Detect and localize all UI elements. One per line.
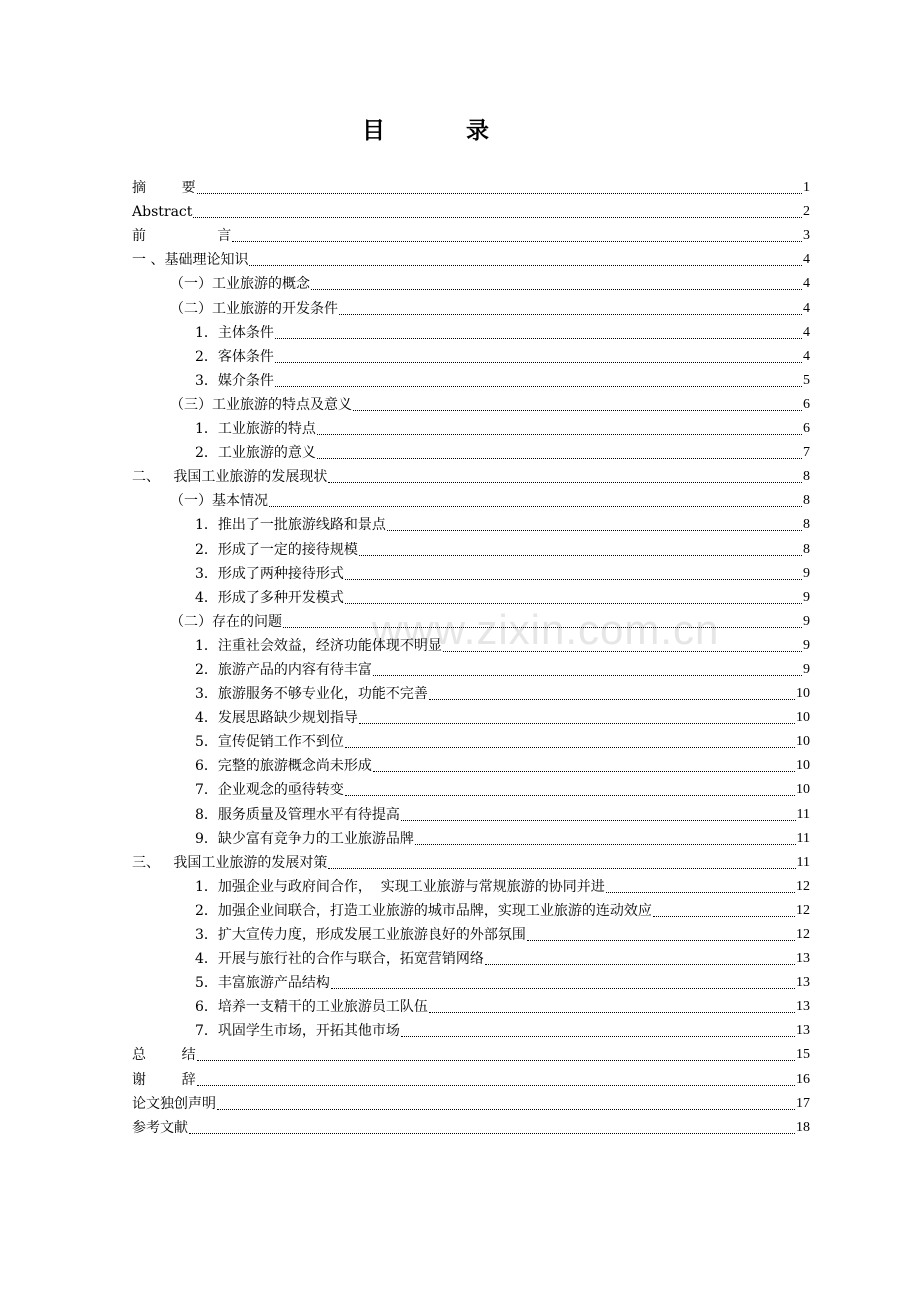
toc-entry[interactable]: [132, 366, 810, 390]
toc-entry-page: 15: [796, 1047, 810, 1063]
toc-entry-page: 11: [796, 830, 810, 846]
toc-leader-dots: [527, 939, 795, 941]
title-char-2: 录: [466, 117, 489, 144]
toc-entry[interactable]: [132, 751, 810, 775]
toc-entry[interactable]: [132, 269, 810, 293]
toc-entry[interactable]: [132, 872, 810, 896]
toc-entry[interactable]: [132, 1016, 810, 1040]
toc-entry-label: 摘 要: [132, 180, 196, 197]
toc-entry[interactable]: [132, 1040, 810, 1064]
toc-entry[interactable]: [132, 799, 810, 823]
toc-entry[interactable]: [132, 1064, 810, 1088]
toc-entry-label: 6．培养一支精干的工业旅游员工队伍: [195, 999, 428, 1016]
toc-leader-dots: [359, 554, 802, 556]
toc-entry-page: 10: [796, 686, 810, 702]
toc-entry-page: 5: [803, 372, 810, 388]
toc-entry-label: 谢 辞: [132, 1071, 196, 1088]
toc-entry[interactable]: [132, 342, 810, 366]
toc-entry-label: 2．旅游产品的内容有待丰富: [195, 661, 372, 678]
toc-entry[interactable]: [132, 896, 810, 920]
toc-leader-dots: [197, 1059, 795, 1061]
toc-entry[interactable]: [132, 559, 810, 583]
toc-entry-label: 总 结: [132, 1047, 196, 1064]
toc-entry-label: 4．开展与旅行社的合作与联合，拓宽营销网络: [195, 951, 484, 968]
toc-entry-page: 8: [803, 541, 810, 557]
toc-entry[interactable]: [132, 414, 810, 438]
toc-entry-page: 4: [803, 252, 810, 268]
toc-entry-page: 4: [803, 348, 810, 364]
toc-leader-dots: [328, 481, 802, 483]
toc-entry-label: 1．加强企业与政府间合作， 实现工业旅游与常规旅游的协同并进: [195, 878, 605, 895]
toc-entry-page: 8: [803, 469, 810, 485]
toc-entry[interactable]: [132, 824, 810, 848]
toc-entry-page: 13: [796, 999, 810, 1015]
toc-leader-dots: [217, 1108, 795, 1110]
toc-entry-page: 10: [796, 734, 810, 750]
toc-entry-page: 4: [803, 276, 810, 292]
toc-entry-label: 前 言: [132, 228, 232, 245]
toc-leader-dots: [339, 313, 802, 315]
toc-entry-label: 论文独创声明: [132, 1095, 216, 1112]
table-of-contents: [132, 173, 810, 1137]
toc-entry-label: 一 、基础理论知识: [132, 252, 249, 269]
toc-entry-label: 7．巩固学生市场，开拓其他市场: [195, 1023, 400, 1040]
toc-entry-page: 11: [796, 854, 810, 870]
toc-entry-page: 8: [803, 517, 810, 533]
toc-entry[interactable]: [132, 221, 810, 245]
toc-leader-dots: [317, 457, 802, 459]
toc-leader-dots: [485, 963, 795, 965]
toc-entry-page: 3: [803, 228, 810, 244]
toc-entry-label: 3．形成了两种接待形式: [195, 565, 344, 582]
toc-entry[interactable]: [132, 607, 810, 631]
toc-entry[interactable]: [132, 173, 810, 197]
toc-leader-dots: [193, 216, 802, 218]
toc-entry-page: 18: [796, 1119, 810, 1135]
toc-leader-dots: [401, 1035, 795, 1037]
toc-entry[interactable]: [132, 920, 810, 944]
toc-entry-label: （二）存在的问题: [170, 613, 282, 630]
toc-entry[interactable]: [132, 775, 810, 799]
toc-entry-page: 13: [796, 951, 810, 967]
toc-entry-label: Abstract: [132, 204, 193, 221]
toc-entry-page: 11: [796, 806, 810, 822]
toc-entry[interactable]: [132, 655, 810, 679]
toc-entry-label: 4．形成了多种开发模式: [195, 589, 344, 606]
toc-entry-page: 9: [803, 613, 810, 629]
toc-leader-dots: [249, 264, 802, 266]
toc-leader-dots: [401, 819, 796, 821]
toc-entry-page: 13: [796, 975, 810, 991]
toc-entry[interactable]: [132, 486, 810, 510]
toc-entry-label: 2．加强企业间联合，打造工业旅游的城市品牌，实现工业旅游的连动效应: [195, 902, 652, 919]
toc-entry-page: 2: [803, 204, 810, 220]
toc-leader-dots: [353, 409, 802, 411]
toc-leader-dots: [275, 385, 802, 387]
toc-entry-label: 8．服务质量及管理水平有待提高: [195, 806, 400, 823]
toc-entry-label: 2．形成了一定的接待规模: [195, 541, 358, 558]
toc-entry[interactable]: [132, 197, 810, 221]
toc-entry-label: 1．推出了一批旅游线路和景点: [195, 517, 386, 534]
toc-entry[interactable]: [132, 992, 810, 1016]
toc-entry[interactable]: [132, 293, 810, 317]
toc-leader-dots: [359, 722, 795, 724]
toc-leader-dots: [345, 794, 795, 796]
title-char-1: 目: [362, 117, 385, 144]
toc-leader-dots: [275, 337, 802, 339]
toc-leader-dots: [189, 1132, 795, 1134]
toc-leader-dots: [331, 987, 795, 989]
toc-entry[interactable]: [132, 848, 810, 872]
toc-entry-page: 17: [796, 1095, 810, 1111]
toc-entry[interactable]: [132, 944, 810, 968]
toc-entry-label: 二、 我国工业旅游的发展现状: [132, 469, 328, 486]
toc-entry[interactable]: [132, 462, 810, 486]
toc-leader-dots: [317, 433, 802, 435]
toc-entry-page: 13: [796, 1023, 810, 1039]
toc-entry[interactable]: [132, 583, 810, 607]
toc-entry[interactable]: [132, 727, 810, 751]
toc-entry-label: （三）工业旅游的特点及意义: [170, 396, 352, 413]
toc-leader-dots: [443, 650, 802, 652]
toc-entry-page: 9: [803, 589, 810, 605]
toc-entry[interactable]: [132, 534, 810, 558]
toc-entry-label: 5．丰富旅游产品结构: [195, 975, 330, 992]
toc-entry-label: 9．缺少富有竞争力的工业旅游品牌: [195, 830, 414, 847]
toc-leader-dots: [653, 915, 795, 917]
toc-leader-dots: [311, 288, 802, 290]
toc-entry-label: 三、 我国工业旅游的发展对策: [132, 854, 328, 871]
toc-entry-label: 1．注重社会效益，经济功能体现不明显: [195, 637, 442, 654]
toc-entry[interactable]: [132, 1089, 810, 1113]
toc-leader-dots: [373, 770, 795, 772]
toc-entry[interactable]: [132, 679, 810, 703]
toc-leader-dots: [275, 361, 802, 363]
toc-entry-label: 5．宣传促销工作不到位: [195, 734, 344, 751]
toc-entry-label: （二）工业旅游的开发条件: [170, 300, 338, 317]
toc-entry-page: 12: [796, 902, 810, 918]
toc-entry-page: 9: [803, 565, 810, 581]
toc-entry-label: 7．企业观念的亟待转变: [195, 782, 344, 799]
toc-entry-page: 16: [796, 1071, 810, 1087]
toc-leader-dots: [345, 746, 795, 748]
toc-leader-dots: [429, 698, 795, 700]
toc-entry-page: 1: [803, 180, 810, 196]
toc-entry-page: 6: [803, 421, 810, 437]
toc-leader-dots: [197, 1084, 795, 1086]
toc-entry[interactable]: [132, 703, 810, 727]
toc-leader-dots: [345, 578, 802, 580]
toc-entry-label: （一）基本情况: [170, 493, 268, 510]
toc-entry-label: 3．旅游服务不够专业化，功能不完善: [195, 686, 428, 703]
toc-entry-label: 4．发展思路缺少规划指导: [195, 710, 358, 727]
toc-leader-dots: [269, 505, 802, 507]
toc-leader-dots: [345, 602, 802, 604]
toc-leader-dots: [283, 626, 802, 628]
toc-entry-page: 12: [796, 927, 810, 942]
toc-entry-label: 3．媒介条件: [195, 372, 274, 389]
toc-entry[interactable]: [132, 510, 810, 534]
toc-leader-dots: [373, 674, 802, 676]
watermark: www.zixin.com.cn: [372, 606, 720, 653]
toc-entry[interactable]: [132, 318, 810, 342]
toc-entry-label: 参考文献: [132, 1119, 188, 1136]
toc-entry-label: 2．客体条件: [195, 348, 274, 365]
toc-leader-dots: [197, 192, 802, 194]
toc-entry[interactable]: [132, 968, 810, 992]
toc-entry-page: 10: [796, 710, 810, 726]
toc-entry-label: 1．主体条件: [195, 324, 274, 341]
toc-leader-dots: [328, 867, 795, 869]
toc-entry-page: 10: [796, 782, 810, 798]
toc-leader-dots: [415, 843, 796, 845]
toc-entry-page: 4: [803, 300, 810, 316]
toc-leader-dots: [429, 1011, 795, 1013]
toc-entry-page: 9: [803, 661, 810, 677]
toc-entry-label: 3．扩大宣传力度，形成发展工业旅游良好的外部氛围: [195, 927, 526, 943]
toc-entry-page: 6: [803, 396, 810, 412]
toc-entry-page: 12: [796, 878, 810, 894]
toc-entry-page: 9: [803, 637, 810, 653]
toc-entry[interactable]: [132, 390, 810, 414]
toc-entry[interactable]: [132, 245, 810, 269]
toc-leader-dots: [232, 240, 802, 242]
toc-entry-label: 1．工业旅游的特点: [195, 421, 316, 438]
toc-entry-page: 7: [803, 445, 810, 461]
toc-entry[interactable]: [132, 631, 810, 655]
toc-leader-dots: [606, 891, 795, 893]
toc-entry[interactable]: [132, 1113, 810, 1137]
toc-entry-label: 6．完整的旅游概念尚未形成: [195, 758, 372, 775]
toc-entry[interactable]: [132, 438, 810, 462]
toc-entry-page: 8: [803, 493, 810, 509]
toc-entry-page: 10: [796, 758, 810, 774]
toc-leader-dots: [387, 529, 802, 531]
toc-entry-page: 4: [803, 324, 810, 340]
toc-entry-label: 2．工业旅游的意义: [195, 445, 316, 462]
toc-entry-label: （一）工业旅游的概念: [170, 276, 310, 293]
